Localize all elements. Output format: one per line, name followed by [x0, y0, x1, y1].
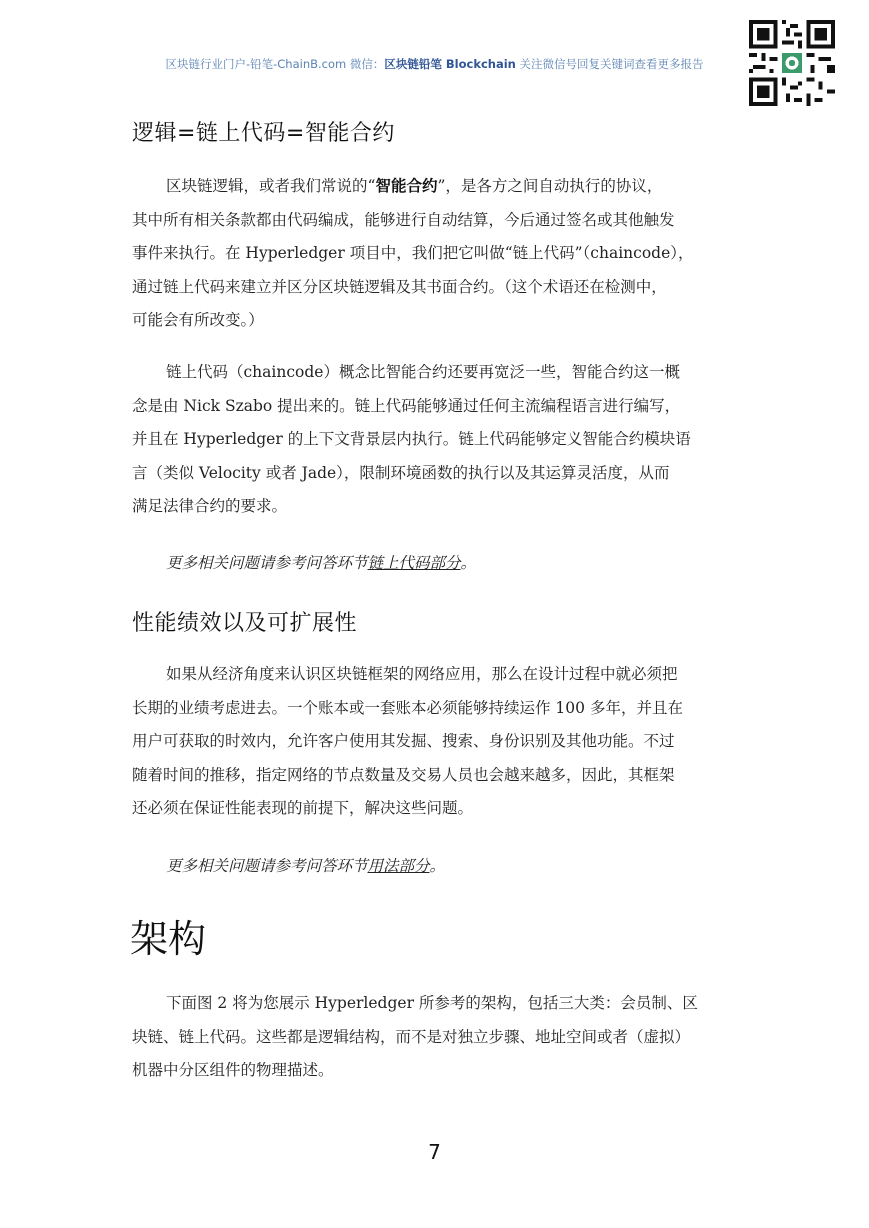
paragraph-line: 念是由 Nick Szabo 提出来的。链上代码能够通过任何主流编程语言进行编写，: [132, 396, 681, 415]
paragraph-line: 下面图 2 将为您展示 Hyperledger 所参考的架构，包括三大类：会员制、区: [166, 994, 698, 1012]
paragraph-performance: [132, 658, 738, 826]
paragraph-line: 通过链上代码来建立并区分区块链逻辑及其书面合约。（这个术语还在检测中，: [132, 277, 667, 296]
section-heading-performance: 性能绩效以及可扩展性: [132, 611, 358, 636]
note-prefix: 更多相关问题请参考问答环节: [166, 554, 368, 572]
paragraph-line: 如果从经济角度来认识区块链框架的网络应用，那么在设计过程中就必须把: [166, 665, 678, 683]
paragraph-smart-contract-2: [132, 356, 738, 524]
qa-reference-note-chaincode: [166, 551, 476, 573]
section-heading-smart-contract: 逻辑=链上代码=智能合约: [132, 121, 395, 146]
paragraph-line: 随着时间的推移，指定网络的节点数量及交易人员也会越来越多，因此，其框架: [132, 765, 675, 784]
usage-section-link[interactable]: 用法部分: [367, 857, 430, 875]
note-prefix: 更多相关问题请参考问答环节: [166, 857, 368, 875]
paragraph-line: [132, 170, 738, 204]
paragraph-line: 事件来执行。在 Hyperledger 项目中，我们把它叫做“链上代码”（chaincode），: [132, 244, 694, 262]
paragraph-line: 链上代码（chaincode）概念比智能合约还要再宽泛一些，智能合约这一概: [166, 363, 680, 381]
page-header: [0, 56, 869, 72]
paragraph-line: 并且在 Hyperledger 的上下文背景层内执行。链上代码能够定义智能合约模块语: [132, 430, 691, 448]
header-prefix: 区块链行业门户-铅笔-ChainB.com 微信：: [165, 57, 385, 71]
note-suffix: 。: [460, 554, 477, 572]
page-number: 7: [428, 1140, 441, 1164]
text-run: ”，是各方之间自动执行的协议，: [437, 177, 663, 195]
header-brand: 区块链铅笔 Blockchain: [384, 57, 516, 71]
paragraph-line: 可能会有所改变。）: [132, 311, 264, 329]
note-suffix: 。: [429, 857, 446, 875]
paragraph-smart-contract-1: [132, 170, 738, 338]
chaincode-section-link[interactable]: 链上代码部分: [367, 554, 461, 572]
qa-reference-note-usage: [166, 854, 445, 876]
text-run: 区块链逻辑，或者我们常说的“: [166, 177, 376, 195]
paragraph-architecture: [132, 987, 738, 1088]
bold-term: 智能合约: [375, 177, 438, 195]
qr-code-icon: [749, 20, 835, 106]
section-heading-architecture: 架构: [130, 917, 207, 961]
paragraph-line: 言（类似 Velocity 或者 Jade），限制环境函数的执行以及其运算灵活度，从而: [132, 463, 670, 482]
paragraph-line: 块链、链上代码。这些都是逻辑结构，而不是对独立步骤、地址空间或者（虚拟）: [132, 1027, 691, 1046]
paragraph-line: 用户可获取的时效内，允许客户使用其发掘、搜索、身份识别及其他功能。不过: [132, 732, 675, 750]
paragraph-line: 长期的业绩考虑进去。一个账本或一套账本必须能够持续运作 100 多年，并且在: [132, 698, 683, 717]
header-suffix: 关注微信号回复关键词查看更多报告: [515, 57, 704, 71]
paragraph-line: 机器中分区组件的物理描述。: [132, 1061, 334, 1079]
paragraph-line: 其中所有相关条款都由代码编成，能够进行自动结算，今后通过签名或其他触发: [132, 210, 675, 229]
paragraph-line: 满足法律合约的要求。: [132, 497, 288, 515]
paragraph-line: 还必须在保证性能表现的前提下，解决这些问题。: [132, 799, 474, 817]
